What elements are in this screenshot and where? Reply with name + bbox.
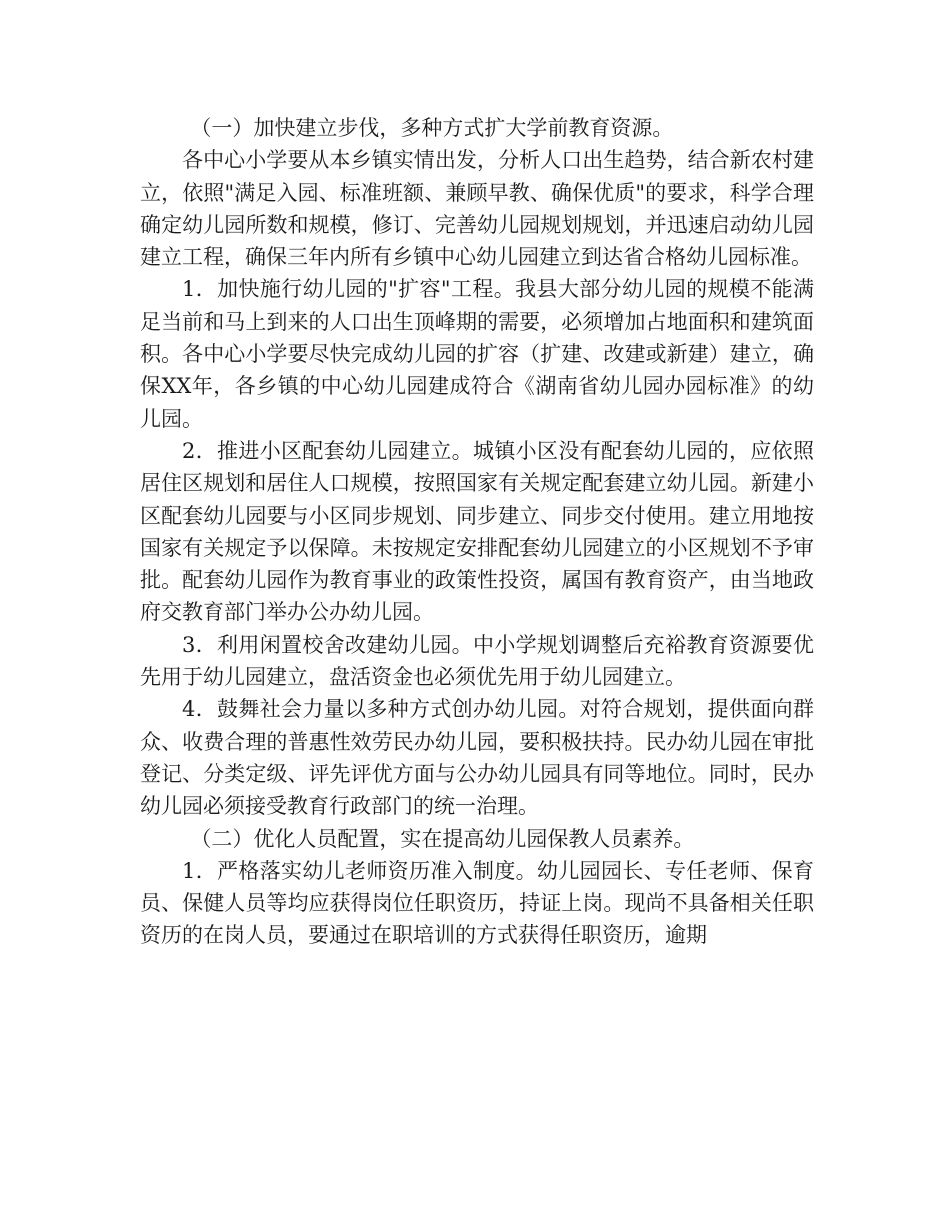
paragraph-item-2: 2．推进小区配套幼儿园建立。城镇小区没有配套幼儿园的，应依照居住区规划和居住人口规模，按照国家有关规定配套建立幼儿园。新建小区配套幼儿园要与小区同步规划、同步建立、同步交付使用。建立用地按国家有关规定予以保障。未按规定安排配套幼儿园建立的小区规划不予审批。配套幼儿园作为教育事业的政策性投资，属国有教育资产，由当地政府交教育部门举办公办幼儿园。	[140, 438, 814, 625]
paragraph-item-1: 1．加快施行幼儿园的"扩容"工程。我县大部分幼儿园的规模不能满足当前和马上到来的人口出生顶峰期的需要，必须增加占地面积和建筑面积。各中心小学要尽快完成幼儿园的扩容（扩建、改建或新建）建立，确保XX年，各乡镇的中心幼儿园建成符合《湖南省幼儿园办园标准》的幼儿园。	[140, 277, 814, 431]
paragraph-item-4: 4．鼓舞社会力量以多种方式创办幼儿园。对符合规划，提供面向群众、收费合理的普惠性效劳民办幼儿园，要积极扶持。民办幼儿园在审批登记、分类定级、评先评优方面与公办幼儿园具有同等地位。同时，民办幼儿园必须接受教育行政部门的统一治理。	[140, 697, 814, 819]
section-heading-1: （一）加快建立步伐，多种方式扩大学前教育资源。	[190, 116, 674, 140]
document-page	[140, 112, 814, 952]
section-heading-2: （二）优化人员配置，实在提高幼儿园保教人员素养。	[190, 826, 695, 851]
paragraph-item-1-section-2: 1．严格落实幼儿老师资历准入制度。幼儿园园长、专任老师、保育员、保健人员等均应获得岗位任职资历，持证上岗。现尚不具备相关任职资历的在岗人员，要通过在职培训的方式获得任职资历，逾期	[140, 858, 814, 948]
paragraph-intro: 各中心小学要从本乡镇实情出发，分析人口出生趋势，结合新农村建立，依照"满足入园、标准班额、兼顾早教、确保优质"的要求，科学合理确定幼儿园所数和规模，修订、完善幼儿园规划规划，并迅速启动幼儿园建立工程，确保三年内所有乡镇中心幼儿园建立到达省合格幼儿园标准。	[140, 148, 814, 270]
paragraph-item-3: 3．利用闲置校舍改建幼儿园。中小学规划调整后充裕教育资源要优先用于幼儿园建立，盘活资金也必须优先用于幼儿园建立。	[140, 632, 814, 690]
